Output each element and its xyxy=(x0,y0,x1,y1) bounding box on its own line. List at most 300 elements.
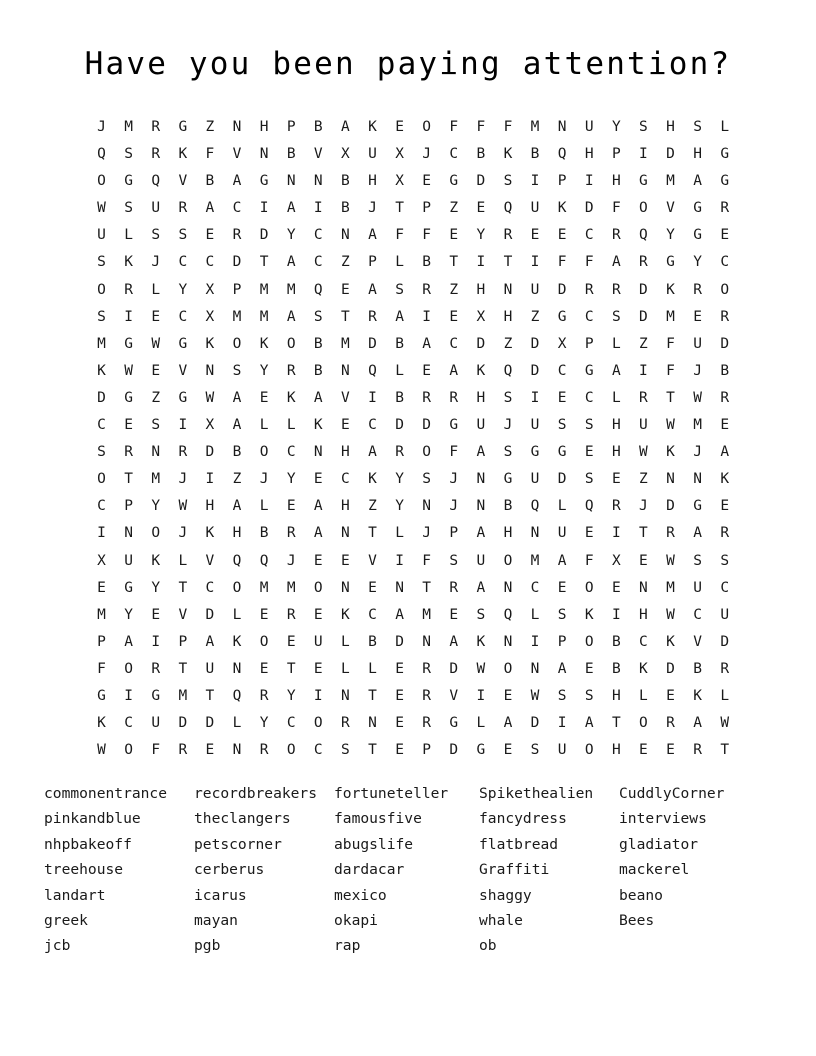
grid-cell[interactable]: S xyxy=(341,742,350,759)
grid-cell[interactable]: I xyxy=(584,173,594,190)
grid-cell[interactable]: V xyxy=(178,173,188,190)
grid-cell[interactable]: C xyxy=(205,254,215,271)
grid-cell[interactable]: N xyxy=(341,579,350,596)
grid-cell[interactable]: E xyxy=(286,633,296,650)
grid-cell[interactable]: E xyxy=(313,606,323,623)
grid-cell[interactable]: Z xyxy=(368,498,377,515)
grid-cell[interactable]: E xyxy=(449,227,459,244)
grid-cell[interactable]: H xyxy=(341,444,350,461)
grid-cell[interactable]: J xyxy=(449,498,459,515)
grid-cell[interactable]: B xyxy=(422,254,432,271)
grid-cell[interactable]: M xyxy=(666,579,675,596)
grid-cell[interactable]: D xyxy=(205,444,215,461)
grid-cell[interactable]: E xyxy=(693,308,702,325)
grid-cell[interactable]: A xyxy=(232,389,242,406)
grid-cell[interactable]: A xyxy=(693,715,702,732)
grid-cell[interactable]: P xyxy=(611,146,621,163)
grid-cell[interactable]: Y xyxy=(693,254,702,271)
grid-cell[interactable]: S xyxy=(693,119,702,135)
word-list-item[interactable]: dardacar xyxy=(334,861,405,879)
grid-cell[interactable]: G xyxy=(693,200,702,217)
grid-cell[interactable]: V xyxy=(341,389,350,406)
grid-cell[interactable]: V xyxy=(232,146,242,163)
grid-cell[interactable]: B xyxy=(503,498,513,515)
grid-cell[interactable]: Q xyxy=(232,687,242,704)
grid-cell[interactable]: E xyxy=(341,281,350,298)
grid-cell[interactable]: H xyxy=(611,687,621,704)
grid-cell[interactable]: P xyxy=(368,254,377,271)
word-list-item[interactable]: commonentrance xyxy=(44,785,168,802)
grid-cell[interactable]: E xyxy=(124,417,133,434)
grid-cell[interactable]: B xyxy=(720,362,730,379)
grid-cell[interactable]: E xyxy=(395,687,404,704)
grid-cell[interactable]: Z xyxy=(639,335,648,352)
grid-cell[interactable]: U xyxy=(530,417,540,434)
grid-cell[interactable]: E xyxy=(639,552,648,569)
grid-cell[interactable]: H xyxy=(666,119,675,135)
word-list-item[interactable]: theclangers xyxy=(194,810,291,828)
grid-cell[interactable]: F xyxy=(422,552,432,569)
grid-cell[interactable]: D xyxy=(530,335,540,352)
grid-cell[interactable]: U xyxy=(639,417,648,434)
word-list-item[interactable]: petscorner xyxy=(194,835,282,853)
grid-cell[interactable]: U xyxy=(530,281,540,298)
grid-cell[interactable]: N xyxy=(368,715,377,732)
word-list-item[interactable]: rap xyxy=(334,937,361,955)
grid-cell[interactable]: Y xyxy=(124,606,133,623)
grid-cell[interactable]: T xyxy=(286,660,296,677)
grid-cell[interactable]: F xyxy=(666,335,675,352)
grid-cell[interactable]: U xyxy=(584,119,594,135)
grid-cell[interactable]: N xyxy=(503,633,513,650)
grid-cell[interactable]: D xyxy=(666,498,675,515)
grid-cell[interactable]: R xyxy=(720,660,730,677)
grid-cell[interactable]: Y xyxy=(286,227,296,244)
grid-cell[interactable]: W xyxy=(476,660,486,677)
grid-cell[interactable]: D xyxy=(584,200,594,217)
grid-cell[interactable]: K xyxy=(368,471,377,488)
grid-cell[interactable]: G xyxy=(557,444,567,461)
grid-cell[interactable]: O xyxy=(259,444,269,461)
word-list-item[interactable]: mackerel xyxy=(619,861,690,879)
grid-cell[interactable]: N xyxy=(341,227,350,244)
grid-cell[interactable]: V xyxy=(178,362,188,379)
grid-cell[interactable]: M xyxy=(422,606,432,623)
grid-cell[interactable]: U xyxy=(97,227,106,244)
grid-cell[interactable]: S xyxy=(503,444,513,461)
grid-cell[interactable]: Q xyxy=(503,200,513,217)
grid-cell[interactable]: E xyxy=(151,606,161,623)
grid-cell[interactable]: R xyxy=(720,200,730,217)
grid-cell[interactable]: I xyxy=(639,362,648,379)
grid-cell[interactable]: C xyxy=(313,254,323,271)
grid-cell[interactable]: J xyxy=(368,200,377,217)
grid-cell[interactable]: N xyxy=(151,444,161,461)
grid-cell[interactable]: E xyxy=(259,606,269,623)
grid-cell[interactable]: S xyxy=(530,742,540,759)
grid-cell[interactable]: E xyxy=(395,742,404,759)
grid-cell[interactable]: J xyxy=(151,254,161,271)
grid-cell[interactable]: E xyxy=(611,471,621,488)
grid-cell[interactable]: R xyxy=(449,389,459,406)
grid-cell[interactable]: L xyxy=(151,281,161,298)
grid-cell[interactable]: J xyxy=(693,444,702,461)
word-list-item[interactable]: beano xyxy=(619,886,663,904)
grid-cell[interactable]: D xyxy=(97,389,106,406)
grid-cell[interactable]: C xyxy=(368,417,377,434)
grid-cell[interactable]: G xyxy=(259,173,269,190)
grid-cell[interactable]: R xyxy=(124,444,133,461)
grid-cell[interactable]: R xyxy=(611,227,621,244)
word-list-item[interactable]: flatbread xyxy=(479,835,559,853)
grid-cell[interactable]: R xyxy=(503,227,513,244)
grid-cell[interactable]: Y xyxy=(666,227,675,244)
grid-cell[interactable]: J xyxy=(259,471,269,488)
grid-cell[interactable]: O xyxy=(151,525,161,542)
grid-cell[interactable]: T xyxy=(666,389,675,406)
grid-cell[interactable]: T xyxy=(205,687,215,704)
grid-cell[interactable]: L xyxy=(124,227,133,244)
grid-cell[interactable]: S xyxy=(476,606,486,623)
word-list-item[interactable]: landart xyxy=(44,886,106,904)
grid-cell[interactable]: N xyxy=(341,687,350,704)
grid-cell[interactable]: N xyxy=(422,498,432,515)
grid-cell[interactable]: X xyxy=(611,552,621,569)
grid-cell[interactable]: S xyxy=(124,200,133,217)
grid-cell[interactable]: H xyxy=(476,281,486,298)
grid-cell[interactable]: G xyxy=(97,687,106,704)
word-list-item[interactable]: interviews xyxy=(619,810,707,828)
grid-cell[interactable]: X xyxy=(395,173,404,190)
word-list-item[interactable]: gladiator xyxy=(619,835,699,853)
grid-cell[interactable]: D xyxy=(530,715,540,732)
word-list-item[interactable]: greek xyxy=(44,912,88,930)
grid-cell[interactable]: W xyxy=(693,389,702,406)
grid-cell[interactable]: R xyxy=(341,715,350,732)
grid-cell[interactable]: E xyxy=(205,742,215,759)
grid-cell[interactable]: K xyxy=(666,633,675,650)
grid-cell[interactable]: E xyxy=(557,227,567,244)
grid-cell[interactable]: I xyxy=(395,552,404,569)
grid-cell[interactable]: F xyxy=(611,200,621,217)
grid-cell[interactable]: O xyxy=(639,200,648,217)
word-list-item[interactable]: whale xyxy=(479,912,523,930)
grid-cell[interactable]: N xyxy=(341,525,350,542)
grid-cell[interactable]: H xyxy=(503,525,513,542)
word-list-item[interactable]: fortuneteller xyxy=(334,785,449,802)
word-list-item[interactable]: fancydress xyxy=(479,810,567,828)
grid-cell[interactable]: W xyxy=(666,606,675,623)
grid-cell[interactable]: A xyxy=(557,552,567,569)
grid-cell[interactable]: N xyxy=(476,498,486,515)
grid-cell[interactable]: K xyxy=(666,444,675,461)
grid-cell[interactable]: K xyxy=(97,362,106,379)
grid-cell[interactable]: V xyxy=(666,200,675,217)
grid-cell[interactable]: I xyxy=(124,687,133,704)
grid-cell[interactable]: B xyxy=(313,362,323,379)
grid-cell[interactable]: N xyxy=(395,579,404,596)
word-list-item[interactable]: famousfive xyxy=(334,810,422,828)
grid-cell[interactable]: C xyxy=(720,254,730,271)
grid-cell[interactable]: N xyxy=(313,444,323,461)
grid-cell[interactable]: D xyxy=(395,417,404,434)
grid-cell[interactable]: A xyxy=(693,173,702,190)
grid-cell[interactable]: X xyxy=(205,308,215,325)
grid-cell[interactable]: I xyxy=(178,417,188,434)
grid-cell[interactable]: G xyxy=(124,389,133,406)
grid-cell[interactable]: J xyxy=(422,146,432,163)
grid-cell[interactable]: W xyxy=(178,498,188,515)
grid-cell[interactable]: U xyxy=(151,200,161,217)
word-list-item[interactable]: nhpbakeoff xyxy=(44,835,132,853)
grid-cell[interactable]: N xyxy=(557,119,567,135)
grid-cell[interactable]: X xyxy=(395,146,404,163)
grid-cell[interactable]: R xyxy=(693,281,702,298)
grid-cell[interactable]: A xyxy=(232,417,242,434)
grid-cell[interactable]: E xyxy=(151,308,161,325)
grid-cell[interactable]: D xyxy=(422,417,432,434)
grid-cell[interactable]: O xyxy=(232,335,242,352)
grid-cell[interactable]: E xyxy=(449,308,459,325)
grid-cell[interactable]: R xyxy=(666,715,675,732)
grid-cell[interactable]: U xyxy=(124,552,133,569)
grid-cell[interactable]: M xyxy=(286,281,296,298)
grid-cell[interactable]: K xyxy=(476,633,486,650)
grid-cell[interactable]: L xyxy=(639,687,648,704)
grid-cell[interactable]: T xyxy=(639,525,648,542)
grid-cell[interactable]: A xyxy=(693,525,702,542)
grid-cell[interactable]: Z xyxy=(151,389,161,406)
grid-cell[interactable]: H xyxy=(611,444,621,461)
grid-cell[interactable]: F xyxy=(395,227,404,244)
grid-cell[interactable]: D xyxy=(395,633,404,650)
grid-cell[interactable]: Z xyxy=(530,308,540,325)
grid-cell[interactable]: G xyxy=(178,389,188,406)
grid-cell[interactable]: M xyxy=(286,579,296,596)
grid-cell[interactable]: W xyxy=(639,444,648,461)
grid-cell[interactable]: Q xyxy=(530,498,540,515)
grid-cell[interactable]: S xyxy=(395,281,404,298)
grid-cell[interactable]: O xyxy=(313,715,323,732)
grid-cell[interactable]: S xyxy=(124,146,133,163)
grid-cell[interactable]: M xyxy=(259,308,269,325)
grid-cell[interactable]: G xyxy=(178,119,188,135)
grid-cell[interactable]: U xyxy=(557,742,567,759)
grid-cell[interactable]: E xyxy=(368,579,377,596)
grid-cell[interactable]: R xyxy=(286,525,296,542)
grid-cell[interactable]: R xyxy=(178,200,188,217)
grid-cell[interactable]: L xyxy=(611,335,621,352)
grid-cell[interactable]: E xyxy=(530,227,540,244)
grid-cell[interactable]: P xyxy=(97,633,106,650)
grid-cell[interactable]: Y xyxy=(259,715,269,732)
grid-cell[interactable]: C xyxy=(97,498,106,515)
grid-cell[interactable]: M xyxy=(232,308,242,325)
grid-cell[interactable]: E xyxy=(205,227,215,244)
grid-cell[interactable]: Y xyxy=(178,281,188,298)
grid-cell[interactable]: L xyxy=(395,525,404,542)
grid-cell[interactable]: U xyxy=(313,633,323,650)
grid-cell[interactable]: N xyxy=(639,579,648,596)
grid-cell[interactable]: A xyxy=(557,660,567,677)
grid-cell[interactable]: D xyxy=(557,471,567,488)
grid-cell[interactable]: T xyxy=(368,742,377,759)
grid-cell[interactable]: S xyxy=(503,389,513,406)
grid-cell[interactable]: O xyxy=(584,633,594,650)
grid-cell[interactable]: O xyxy=(286,742,296,759)
grid-cell[interactable]: V xyxy=(178,606,188,623)
grid-cell[interactable]: N xyxy=(313,173,323,190)
grid-cell[interactable]: E xyxy=(666,742,675,759)
grid-cell[interactable]: S xyxy=(503,173,513,190)
grid-cell[interactable]: D xyxy=(639,308,648,325)
grid-cell[interactable]: O xyxy=(124,742,133,759)
grid-cell[interactable]: T xyxy=(395,200,404,217)
grid-cell[interactable]: B xyxy=(395,389,404,406)
grid-cell[interactable]: V xyxy=(449,687,459,704)
grid-cell[interactable]: E xyxy=(259,660,269,677)
grid-cell[interactable]: T xyxy=(341,308,350,325)
grid-cell[interactable]: O xyxy=(259,633,269,650)
grid-cell[interactable]: L xyxy=(530,606,540,623)
grid-cell[interactable]: H xyxy=(639,606,648,623)
grid-cell[interactable]: E xyxy=(97,579,106,596)
grid-cell[interactable]: R xyxy=(259,687,269,704)
grid-cell[interactable]: Y xyxy=(395,498,404,515)
grid-cell[interactable]: E xyxy=(259,389,269,406)
grid-cell[interactable]: N xyxy=(530,525,540,542)
grid-cell[interactable]: K xyxy=(639,660,648,677)
grid-cell[interactable]: W xyxy=(666,552,675,569)
grid-cell[interactable]: A xyxy=(476,444,486,461)
grid-cell[interactable]: Q xyxy=(503,362,513,379)
grid-cell[interactable]: T xyxy=(611,715,621,732)
grid-cell[interactable]: R xyxy=(124,281,133,298)
grid-cell[interactable]: D xyxy=(639,281,648,298)
grid-cell[interactable]: N xyxy=(232,742,242,759)
grid-cell[interactable]: E xyxy=(151,362,161,379)
grid-cell[interactable]: S xyxy=(557,606,567,623)
grid-cell[interactable]: I xyxy=(259,200,269,217)
grid-cell[interactable]: R xyxy=(286,362,296,379)
grid-cell[interactable]: G xyxy=(584,362,594,379)
word-list-item[interactable]: abugslife xyxy=(334,835,414,853)
grid-cell[interactable]: L xyxy=(178,552,188,569)
grid-cell[interactable]: O xyxy=(639,715,648,732)
grid-cell[interactable]: D xyxy=(205,715,215,732)
grid-cell[interactable]: G xyxy=(503,471,513,488)
grid-cell[interactable]: P xyxy=(232,281,242,298)
grid-cell[interactable]: K xyxy=(286,389,296,406)
grid-cell[interactable]: H xyxy=(341,498,350,515)
grid-cell[interactable]: C xyxy=(341,471,350,488)
grid-cell[interactable]: W xyxy=(151,335,161,352)
grid-cell[interactable]: H xyxy=(584,146,594,163)
grid-cell[interactable]: C xyxy=(584,227,594,244)
grid-cell[interactable]: E xyxy=(584,660,594,677)
grid-cell[interactable]: R xyxy=(422,660,432,677)
grid-cell[interactable]: E xyxy=(720,227,730,244)
grid-cell[interactable]: C xyxy=(286,444,296,461)
grid-cell[interactable]: L xyxy=(341,660,350,677)
grid-cell[interactable]: L xyxy=(368,660,377,677)
grid-cell[interactable]: N xyxy=(259,146,269,163)
grid-cell[interactable]: W xyxy=(124,362,133,379)
grid-cell[interactable]: D xyxy=(449,742,459,759)
grid-cell[interactable]: L xyxy=(232,606,242,623)
grid-cell[interactable]: C xyxy=(178,254,188,271)
grid-cell[interactable]: Q xyxy=(313,281,323,298)
grid-cell[interactable]: F xyxy=(422,227,432,244)
grid-cell[interactable]: R xyxy=(232,227,242,244)
grid-cell[interactable]: O xyxy=(503,552,513,569)
grid-cell[interactable]: G xyxy=(557,308,567,325)
grid-cell[interactable]: Q xyxy=(584,498,594,515)
grid-cell[interactable]: P xyxy=(422,200,432,217)
grid-cell[interactable]: Q xyxy=(97,146,106,163)
grid-cell[interactable]: I xyxy=(530,389,540,406)
grid-cell[interactable]: B xyxy=(286,146,296,163)
grid-cell[interactable]: A xyxy=(232,498,242,515)
grid-cell[interactable]: O xyxy=(232,579,242,596)
word-list-item[interactable]: okapi xyxy=(334,912,378,930)
grid-cell[interactable]: E xyxy=(422,362,432,379)
grid-cell[interactable]: H xyxy=(611,417,621,434)
grid-cell[interactable]: Q xyxy=(259,552,269,569)
grid-cell[interactable]: U xyxy=(476,552,486,569)
grid-cell[interactable]: V xyxy=(368,552,377,569)
grid-cell[interactable]: I xyxy=(530,633,540,650)
grid-cell[interactable]: K xyxy=(259,335,269,352)
grid-cell[interactable]: P xyxy=(584,335,594,352)
grid-cell[interactable]: C xyxy=(178,308,188,325)
grid-cell[interactable]: E xyxy=(341,417,350,434)
grid-cell[interactable]: Y xyxy=(286,687,296,704)
grid-cell[interactable]: U xyxy=(693,579,702,596)
grid-cell[interactable]: D xyxy=(449,660,459,677)
grid-cell[interactable]: O xyxy=(584,742,594,759)
grid-cell[interactable]: A xyxy=(313,389,323,406)
grid-cell[interactable]: U xyxy=(368,146,377,163)
grid-cell[interactable]: O xyxy=(422,444,432,461)
grid-cell[interactable]: F xyxy=(584,254,594,271)
grid-cell[interactable]: L xyxy=(720,687,730,704)
grid-cell[interactable]: V xyxy=(693,633,702,650)
grid-cell[interactable]: M xyxy=(151,471,161,488)
grid-cell[interactable]: H xyxy=(259,119,269,135)
grid-cell[interactable]: G xyxy=(178,335,188,352)
grid-cell[interactable]: O xyxy=(286,335,296,352)
grid-cell[interactable]: W xyxy=(720,715,730,732)
grid-cell[interactable]: I xyxy=(530,254,540,271)
word-list-item[interactable]: icarus xyxy=(194,886,247,904)
grid-cell[interactable]: D xyxy=(530,362,540,379)
grid-cell[interactable]: F xyxy=(97,660,106,677)
grid-cell[interactable]: S xyxy=(151,417,161,434)
grid-cell[interactable]: H xyxy=(693,146,702,163)
grid-cell[interactable]: K xyxy=(178,146,188,163)
grid-cell[interactable]: O xyxy=(313,579,323,596)
grid-cell[interactable]: C xyxy=(449,335,459,352)
grid-cell[interactable]: Y xyxy=(151,498,161,515)
grid-cell[interactable]: K xyxy=(97,715,106,732)
grid-cell[interactable]: M xyxy=(97,606,106,623)
grid-cell[interactable]: R xyxy=(639,254,648,271)
grid-cell[interactable]: B xyxy=(205,173,215,190)
grid-cell[interactable]: K xyxy=(124,254,133,271)
grid-cell[interactable]: T xyxy=(178,660,188,677)
grid-cell[interactable]: C xyxy=(639,633,648,650)
